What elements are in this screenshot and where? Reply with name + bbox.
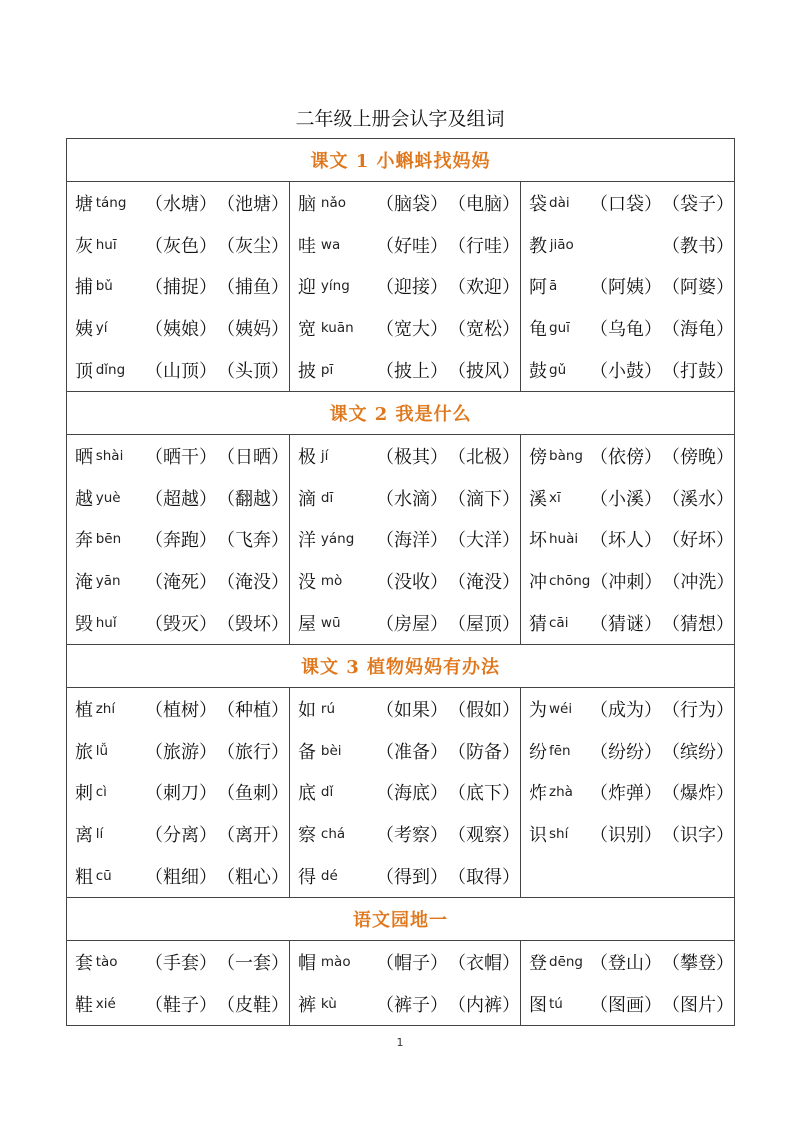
pinyin: tú bbox=[549, 995, 563, 1012]
character: 旅 bbox=[75, 741, 93, 763]
character: 备 bbox=[298, 741, 316, 763]
pinyin: chá bbox=[320, 826, 346, 843]
character: 奔 bbox=[75, 530, 93, 552]
vocab-entry bbox=[67, 560, 289, 602]
word-example-2: （傍晚） bbox=[662, 446, 735, 468]
pinyin: huī bbox=[95, 236, 117, 253]
vocab-entry bbox=[290, 855, 520, 897]
vocab-entry bbox=[290, 266, 520, 308]
word-example-2: （披风） bbox=[448, 361, 520, 383]
pinyin: jiāo bbox=[549, 236, 574, 253]
vocab-entry bbox=[290, 941, 520, 983]
word-example-2: （屋顶） bbox=[448, 614, 520, 636]
word-example-1: （奔跑） bbox=[145, 530, 217, 552]
vocab-entry bbox=[67, 519, 289, 561]
word-example-2: （假如） bbox=[448, 699, 520, 721]
word-example-1: （纷纷） bbox=[590, 741, 663, 763]
word-example-1: （分离） bbox=[145, 825, 217, 847]
vocab-entry bbox=[521, 813, 734, 855]
pinyin: ā bbox=[549, 278, 558, 295]
word-example-2: （冲洗） bbox=[662, 572, 735, 594]
character: 教 bbox=[529, 235, 547, 257]
word-example-2: （爆炸） bbox=[662, 783, 735, 805]
vocab-entry bbox=[67, 941, 289, 983]
word-column bbox=[521, 182, 735, 392]
character: 淹 bbox=[75, 572, 93, 594]
character: 袋 bbox=[529, 193, 547, 215]
pinyin: kuān bbox=[320, 320, 354, 337]
word-example-2: （种植） bbox=[217, 699, 289, 721]
word-example-2: （捕鱼） bbox=[217, 277, 289, 299]
character: 披 bbox=[298, 361, 316, 383]
vocab-entry bbox=[521, 941, 734, 983]
vocab-entry bbox=[67, 983, 289, 1025]
word-example-2: （教书） bbox=[662, 235, 735, 257]
section-heading: 语文园地一 bbox=[67, 897, 735, 940]
word-example-1: （口袋） bbox=[590, 193, 663, 215]
vocab-entry bbox=[290, 519, 520, 561]
word-example-1: （帽子） bbox=[376, 952, 448, 974]
character: 帽 bbox=[298, 952, 316, 974]
word-example-1: （迎接） bbox=[376, 277, 448, 299]
word-example-2: （缤纷） bbox=[662, 741, 735, 763]
character: 鞋 bbox=[75, 994, 93, 1016]
pinyin: cāi bbox=[549, 615, 569, 632]
word-example-1: （姨娘） bbox=[145, 319, 217, 341]
character: 迎 bbox=[298, 277, 316, 299]
section-heading-row bbox=[67, 391, 735, 434]
pinyin: yuè bbox=[95, 489, 121, 506]
vocab-entry bbox=[67, 855, 289, 897]
vocab-entry bbox=[521, 602, 734, 644]
word-example-1: （考察） bbox=[376, 825, 448, 847]
pinyin: lǚ bbox=[95, 742, 109, 759]
pinyin: dǐ bbox=[320, 784, 334, 801]
word-example-2: （衣帽） bbox=[448, 952, 520, 974]
vocab-entry bbox=[67, 266, 289, 308]
word-example-1: （图画） bbox=[590, 994, 663, 1016]
pinyin: nǎo bbox=[320, 194, 346, 211]
vocab-entry bbox=[290, 983, 520, 1025]
word-example-1: （灰色） bbox=[145, 235, 217, 257]
pinyin: chōng bbox=[549, 573, 591, 590]
pinyin: zhí bbox=[95, 700, 116, 717]
character: 越 bbox=[75, 488, 93, 510]
word-example-2: （宽松） bbox=[448, 319, 520, 341]
character: 傍 bbox=[529, 446, 547, 468]
pinyin: fēn bbox=[549, 742, 571, 759]
word-column bbox=[67, 940, 290, 1025]
word-column bbox=[290, 182, 521, 392]
pinyin: wū bbox=[320, 615, 341, 632]
word-example-2: （灰尘） bbox=[217, 235, 289, 257]
word-example-2: （池塘） bbox=[217, 193, 289, 215]
word-example-2: （图片） bbox=[662, 994, 735, 1016]
character: 阿 bbox=[529, 277, 547, 299]
character: 晒 bbox=[75, 446, 93, 468]
pinyin: tào bbox=[95, 953, 118, 970]
word-example-1: （阿姨） bbox=[590, 277, 663, 299]
pinyin: wéi bbox=[549, 700, 573, 717]
pinyin: mào bbox=[320, 953, 351, 970]
pinyin: huài bbox=[549, 531, 579, 548]
vocab-entry bbox=[290, 435, 520, 477]
word-example-2: （行为） bbox=[662, 699, 735, 721]
word-example-2: （一套） bbox=[217, 952, 289, 974]
character: 为 bbox=[529, 699, 547, 721]
vocab-entry bbox=[290, 688, 520, 730]
pinyin: bēn bbox=[95, 531, 122, 548]
character: 洋 bbox=[298, 530, 316, 552]
word-column bbox=[67, 687, 290, 897]
character: 刺 bbox=[75, 783, 93, 805]
word-example-1: （捕捉） bbox=[145, 277, 217, 299]
section-heading-row bbox=[67, 897, 735, 940]
character: 套 bbox=[75, 952, 93, 974]
word-example-1: （海洋） bbox=[376, 530, 448, 552]
word-example-1: （山顶） bbox=[145, 361, 217, 383]
character: 屋 bbox=[298, 614, 316, 636]
word-example-1: （没收） bbox=[376, 572, 448, 594]
word-example-2: （旅行） bbox=[217, 741, 289, 763]
pinyin: yíng bbox=[320, 278, 350, 295]
word-example-1: （识别） bbox=[590, 825, 663, 847]
character: 脑 bbox=[298, 193, 316, 215]
vocab-entry bbox=[521, 983, 734, 1025]
pinyin: yáng bbox=[320, 531, 355, 548]
word-example-1: （超越） bbox=[145, 488, 217, 510]
word-example-1: （宽大） bbox=[376, 319, 448, 341]
word-example-1: （裤子） bbox=[376, 994, 448, 1016]
word-example-2: （鱼刺） bbox=[217, 783, 289, 805]
word-example-2: （欢迎） bbox=[448, 277, 520, 299]
section-heading-row bbox=[67, 139, 735, 182]
word-example-1: （小鼓） bbox=[590, 361, 663, 383]
word-example-2: （姨妈） bbox=[217, 319, 289, 341]
word-column bbox=[67, 182, 290, 392]
vocabulary-table-body bbox=[67, 139, 735, 1026]
word-example-1: （旅游） bbox=[145, 741, 217, 763]
word-example-2: （观察） bbox=[448, 825, 520, 847]
pinyin: táng bbox=[95, 194, 127, 211]
pinyin: wa bbox=[320, 236, 341, 253]
word-example-1: （猜谜） bbox=[590, 614, 663, 636]
word-example-2: （头顶） bbox=[217, 361, 289, 383]
character: 灰 bbox=[75, 235, 93, 257]
word-example-2: （攀登） bbox=[662, 952, 735, 974]
word-example-1: （坏人） bbox=[590, 530, 663, 552]
word-example-2: （阿婆） bbox=[662, 277, 735, 299]
word-example-2: （大洋） bbox=[448, 530, 520, 552]
character: 极 bbox=[298, 446, 316, 468]
character: 滴 bbox=[298, 488, 316, 510]
character: 识 bbox=[529, 825, 547, 847]
vocab-entry bbox=[67, 688, 289, 730]
word-example-2: （滴下） bbox=[448, 488, 520, 510]
word-column bbox=[290, 687, 521, 897]
character: 图 bbox=[529, 994, 547, 1016]
pinyin: bàng bbox=[549, 447, 583, 464]
section-heading: 课文 2 我是什么 bbox=[67, 391, 735, 434]
vocab-entry bbox=[521, 519, 734, 561]
pinyin: dài bbox=[549, 194, 570, 211]
pinyin: gǔ bbox=[549, 362, 567, 379]
pinyin: zhà bbox=[549, 784, 573, 801]
vocab-entry bbox=[67, 349, 289, 391]
word-example-1: （房屋） bbox=[376, 614, 448, 636]
word-example-1: （炸弹） bbox=[590, 783, 663, 805]
vocab-entry bbox=[290, 477, 520, 519]
word-example-1: （如果） bbox=[376, 699, 448, 721]
vocab-entry bbox=[521, 182, 734, 224]
pinyin: bèi bbox=[320, 742, 342, 759]
word-example-1: （淹死） bbox=[145, 572, 217, 594]
word-example-2: （防备） bbox=[448, 741, 520, 763]
page-number: 1 bbox=[396, 1036, 404, 1049]
character: 裤 bbox=[298, 994, 316, 1016]
word-example-1: （得到） bbox=[376, 867, 448, 889]
pinyin: rú bbox=[320, 700, 336, 717]
word-example-1: （刺刀） bbox=[145, 783, 217, 805]
vocab-entry bbox=[521, 349, 734, 391]
word-example-1: （好哇） bbox=[376, 235, 448, 257]
character: 顶 bbox=[75, 361, 93, 383]
vocab-entry bbox=[521, 560, 734, 602]
character: 如 bbox=[298, 699, 316, 721]
vocab-entry bbox=[290, 560, 520, 602]
section-body-row bbox=[67, 434, 735, 644]
character: 没 bbox=[298, 572, 316, 594]
section-body-row bbox=[67, 182, 735, 392]
pinyin: shài bbox=[95, 447, 124, 464]
word-example-2: （海龟） bbox=[662, 319, 735, 341]
word-example-1: （登山） bbox=[590, 952, 663, 974]
pinyin: shí bbox=[549, 826, 569, 843]
word-example-2: （离开） bbox=[217, 825, 289, 847]
vocab-entry bbox=[521, 688, 734, 730]
word-example-2: （行哇） bbox=[448, 235, 520, 257]
word-example-1: （冲刺） bbox=[590, 572, 663, 594]
pinyin: huǐ bbox=[95, 615, 117, 632]
word-example-1: （鞋子） bbox=[145, 994, 217, 1016]
vocab-entry bbox=[521, 266, 734, 308]
word-example-2: （内裤） bbox=[448, 994, 520, 1016]
pinyin: yí bbox=[95, 320, 108, 337]
word-example-2: （打鼓） bbox=[662, 361, 735, 383]
word-example-2: （北极） bbox=[448, 446, 520, 468]
word-example-1: （粗细） bbox=[145, 867, 217, 889]
word-column bbox=[521, 940, 735, 1025]
vocab-entry bbox=[290, 602, 520, 644]
pinyin: guī bbox=[549, 320, 570, 337]
word-example-2: （淹没） bbox=[217, 572, 289, 594]
word-example-2: （识字） bbox=[662, 825, 735, 847]
vocab-entry bbox=[521, 772, 734, 814]
word-example-2: （皮鞋） bbox=[217, 994, 289, 1016]
vocab-entry bbox=[290, 730, 520, 772]
word-example-1: （水滴） bbox=[376, 488, 448, 510]
pinyin: cū bbox=[95, 868, 112, 885]
section-heading-row bbox=[67, 644, 735, 687]
vocab-entry bbox=[521, 224, 734, 266]
word-example-1: （披上） bbox=[376, 361, 448, 383]
pinyin: dī bbox=[320, 489, 334, 506]
character: 鼓 bbox=[529, 361, 547, 383]
word-example-2: （袋子） bbox=[662, 193, 735, 215]
vocab-entry bbox=[67, 307, 289, 349]
word-column bbox=[521, 434, 735, 644]
word-example-2: （底下） bbox=[448, 783, 520, 805]
word-example-1: （晒干） bbox=[145, 446, 217, 468]
vocab-entry bbox=[67, 772, 289, 814]
word-example-1: （依傍） bbox=[590, 446, 663, 468]
character: 溪 bbox=[529, 488, 547, 510]
pinyin: dé bbox=[320, 868, 338, 885]
word-example-2: （淹没） bbox=[448, 572, 520, 594]
pinyin: pī bbox=[320, 362, 334, 379]
section-heading: 课文 1 小蝌蚪找妈妈 bbox=[67, 139, 735, 182]
character: 冲 bbox=[529, 572, 547, 594]
word-column bbox=[521, 687, 735, 897]
vocab-entry bbox=[67, 224, 289, 266]
word-example-2: （日晒） bbox=[217, 446, 289, 468]
vocab-entry bbox=[521, 477, 734, 519]
word-example-1: （手套） bbox=[145, 952, 217, 974]
word-example-2: （粗心） bbox=[217, 867, 289, 889]
word-example-2: （毁坏） bbox=[217, 614, 289, 636]
character: 植 bbox=[75, 699, 93, 721]
vocab-entry bbox=[290, 224, 520, 266]
vocab-entry bbox=[67, 182, 289, 224]
word-example-2: （电脑） bbox=[448, 193, 520, 215]
vocab-entry bbox=[290, 307, 520, 349]
character: 哇 bbox=[298, 235, 316, 257]
pinyin: lí bbox=[95, 826, 104, 843]
vocab-entry bbox=[290, 772, 520, 814]
character: 炸 bbox=[529, 783, 547, 805]
character: 察 bbox=[298, 825, 316, 847]
word-example-1: （水塘） bbox=[145, 193, 217, 215]
character: 龟 bbox=[529, 319, 547, 341]
character: 底 bbox=[298, 783, 316, 805]
section-body-row bbox=[67, 940, 735, 1025]
character: 纷 bbox=[529, 741, 547, 763]
vocab-entry bbox=[67, 813, 289, 855]
vocab-entry bbox=[67, 477, 289, 519]
word-example-1: （准备） bbox=[376, 741, 448, 763]
document-title: 二年级上册会认字及组词 bbox=[295, 108, 505, 130]
character: 捕 bbox=[75, 277, 93, 299]
character: 登 bbox=[529, 952, 547, 974]
word-example-2: （取得） bbox=[448, 867, 520, 889]
vocab-entry bbox=[290, 182, 520, 224]
pinyin: yān bbox=[95, 573, 121, 590]
character: 得 bbox=[298, 867, 316, 889]
word-example-2: （好坏） bbox=[662, 530, 735, 552]
pinyin: mò bbox=[320, 573, 343, 590]
character: 宽 bbox=[298, 319, 316, 341]
vocab-entry bbox=[521, 307, 734, 349]
word-example-1: （乌龟） bbox=[590, 319, 663, 341]
word-example-1: （小溪） bbox=[590, 488, 663, 510]
vocab-entry bbox=[67, 602, 289, 644]
word-example-2: （飞奔） bbox=[217, 530, 289, 552]
pinyin: cì bbox=[95, 784, 107, 801]
vocabulary-table bbox=[66, 138, 735, 1026]
vocab-entry bbox=[67, 730, 289, 772]
word-column bbox=[290, 434, 521, 644]
word-example-1: （成为） bbox=[590, 699, 663, 721]
word-example-1: （毁灭） bbox=[145, 614, 217, 636]
character: 粗 bbox=[75, 867, 93, 889]
character: 离 bbox=[75, 825, 93, 847]
pinyin: xī bbox=[549, 489, 561, 506]
pinyin: jí bbox=[320, 447, 329, 464]
word-example-1: （海底） bbox=[376, 783, 448, 805]
pinyin: kù bbox=[320, 995, 337, 1012]
word-column bbox=[67, 434, 290, 644]
character: 毁 bbox=[75, 614, 93, 636]
character: 坏 bbox=[529, 530, 547, 552]
character: 塘 bbox=[75, 193, 93, 215]
pinyin: dǐng bbox=[95, 362, 126, 379]
word-example-2: （溪水） bbox=[662, 488, 735, 510]
section-body-row bbox=[67, 687, 735, 897]
vocab-entry bbox=[290, 349, 520, 391]
word-example-2: （翻越） bbox=[217, 488, 289, 510]
vocab-entry bbox=[521, 435, 734, 477]
word-column bbox=[290, 940, 521, 1025]
vocab-entry bbox=[67, 435, 289, 477]
vocab-entry bbox=[290, 813, 520, 855]
word-example-1: （脑袋） bbox=[376, 193, 448, 215]
character: 猜 bbox=[529, 614, 547, 636]
word-example-2: （猜想） bbox=[662, 614, 735, 636]
pinyin: dēng bbox=[549, 953, 584, 970]
section-heading: 课文 3 植物妈妈有办法 bbox=[67, 644, 735, 687]
pinyin: xié bbox=[95, 995, 116, 1012]
pinyin: bǔ bbox=[95, 278, 113, 295]
word-example-1: （植树） bbox=[145, 699, 217, 721]
vocab-entry bbox=[521, 730, 734, 772]
word-example-1: （极其） bbox=[376, 446, 448, 468]
character: 姨 bbox=[75, 319, 93, 341]
